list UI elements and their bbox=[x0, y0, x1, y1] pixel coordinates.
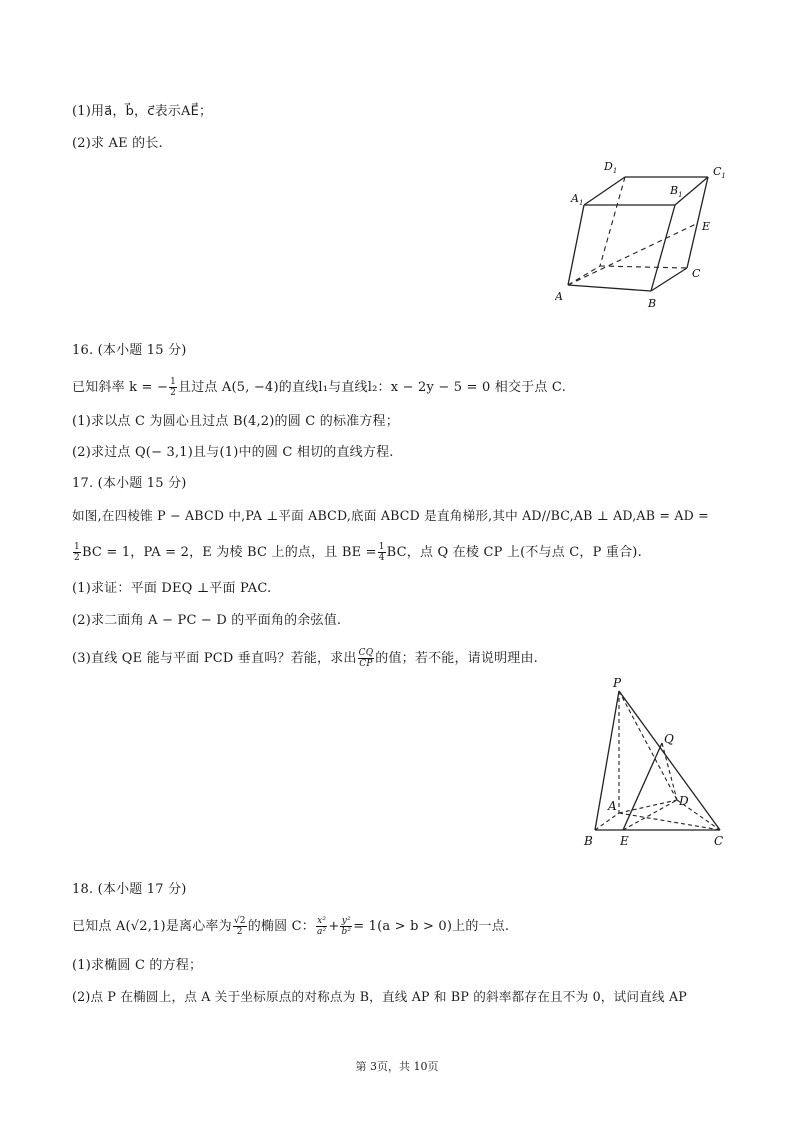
q17-part3 bbox=[72, 648, 538, 669]
q18-eccentricity-fraction: $\frac{√2}{2}$ bbox=[233, 916, 246, 937]
q18-x-fraction: $\frac{\text{x²}}{\text{a²}}$ bbox=[316, 916, 327, 937]
q18-heading: 18. (本小题 17 分) bbox=[72, 882, 187, 897]
q17-heading: 17. (本小题 15 分) bbox=[72, 476, 187, 491]
q17-part3-pre: (3)直线 QE 能与平面 PCD 垂直吗？若能，求出 bbox=[72, 651, 357, 666]
q18-part2: (2)点 P 在椭圆上，点 A 关于坐标原点的对称点为 B，直线 AP 和 BP 的斜率都存在且不为 0，试问直线 AP bbox=[72, 989, 687, 1004]
q15-part2: (2)求 AE 的长. bbox=[72, 136, 163, 151]
q17-stem-line2a: BC = 1，PA = 2，E 为棱 BC 上的点，且 BE = bbox=[81, 545, 377, 560]
label-C: C bbox=[692, 267, 701, 280]
label-A: A bbox=[555, 290, 563, 303]
q18-stem-mid: 的椭圆 C： bbox=[247, 919, 315, 934]
label-A: A bbox=[608, 799, 617, 813]
page-footer: 第 3页，共 10页 bbox=[355, 1060, 439, 1073]
label-P: P bbox=[613, 676, 622, 690]
q18-stem-post: = 1(a > b > 0)上的一点. bbox=[353, 919, 510, 934]
q16-part2: (2)求过点 Q(− 3,1)且与(1)中的圆 C 相切的直线方程. bbox=[72, 445, 394, 460]
label-Q: Q bbox=[664, 732, 674, 746]
q17-part1: (1)求证：平面 DEQ ⊥平面 PAC. bbox=[72, 581, 272, 596]
label-D: D bbox=[679, 794, 689, 808]
label-C: C bbox=[714, 834, 724, 848]
q17-part2: (2)求二面角 A − PC − D 的平面角的余弦值. bbox=[72, 613, 342, 628]
q16-stem-pre: 已知斜率 k = − bbox=[72, 380, 169, 395]
cube-figure bbox=[555, 158, 735, 313]
label-B: B bbox=[584, 834, 593, 848]
label-C1: $C_1$ bbox=[713, 165, 726, 180]
q16-stem-post: 且过点 A(5, −4)的直线l₁与直线l₂：x − 2y − 5 = 0 相交于点 C. bbox=[178, 380, 566, 395]
q17-stem-line2 bbox=[72, 542, 642, 563]
q18-stem-pre: 已知点 A(√2,1)是离心率为 bbox=[72, 919, 232, 934]
q16-part1: (1)求以点 C 为圆心且过点 B(4,2)的圆 C 的标准方程； bbox=[72, 414, 399, 429]
q16-fraction: $\frac{1}{2}$ bbox=[170, 377, 176, 398]
label-E: E bbox=[702, 220, 711, 233]
label-B1: $B_1$ bbox=[670, 184, 683, 199]
q18-y-fraction: $\frac{\text{y²}}{\text{b²}}$ bbox=[341, 916, 352, 937]
q17-fraction-half: $\frac{1}{2}$ bbox=[74, 542, 80, 563]
q16-stem bbox=[72, 377, 566, 398]
pyramid-figure bbox=[580, 675, 735, 850]
q17-part3-post: 的值；若不能，请说明理由. bbox=[375, 651, 539, 666]
q17-fraction-quarter: $\frac{1}{4}$ bbox=[378, 542, 385, 563]
label-A1: $A_1$ bbox=[571, 192, 584, 207]
q17-fraction-cq-cp: $\frac{CQ}{CP}$ bbox=[358, 648, 374, 669]
q17-stem-line2b: BC，点 Q 在棱 CP 上(不与点 C，P 重合). bbox=[386, 545, 642, 560]
q16-heading: 16. (本小题 15 分) bbox=[72, 343, 187, 358]
label-E: E bbox=[620, 834, 629, 848]
label-D1: $D_1$ bbox=[604, 160, 618, 175]
label-B: B bbox=[648, 297, 657, 310]
q18-plus: + bbox=[328, 919, 340, 934]
q18-part1: (1)求椭圆 C 的方程； bbox=[72, 958, 203, 973]
q17-stem-line1: 如图,在四棱锥 P − ABCD 中,PA ⊥平面 ABCD,底面 ABCD 是直角梯形,其中 AD//BC,AB ⊥ AD,AB = AD = bbox=[72, 508, 709, 523]
q18-stem bbox=[72, 916, 509, 937]
q15-part1: (1)用a⃗，b⃗，c⃗表示AE⃗； bbox=[72, 104, 213, 119]
